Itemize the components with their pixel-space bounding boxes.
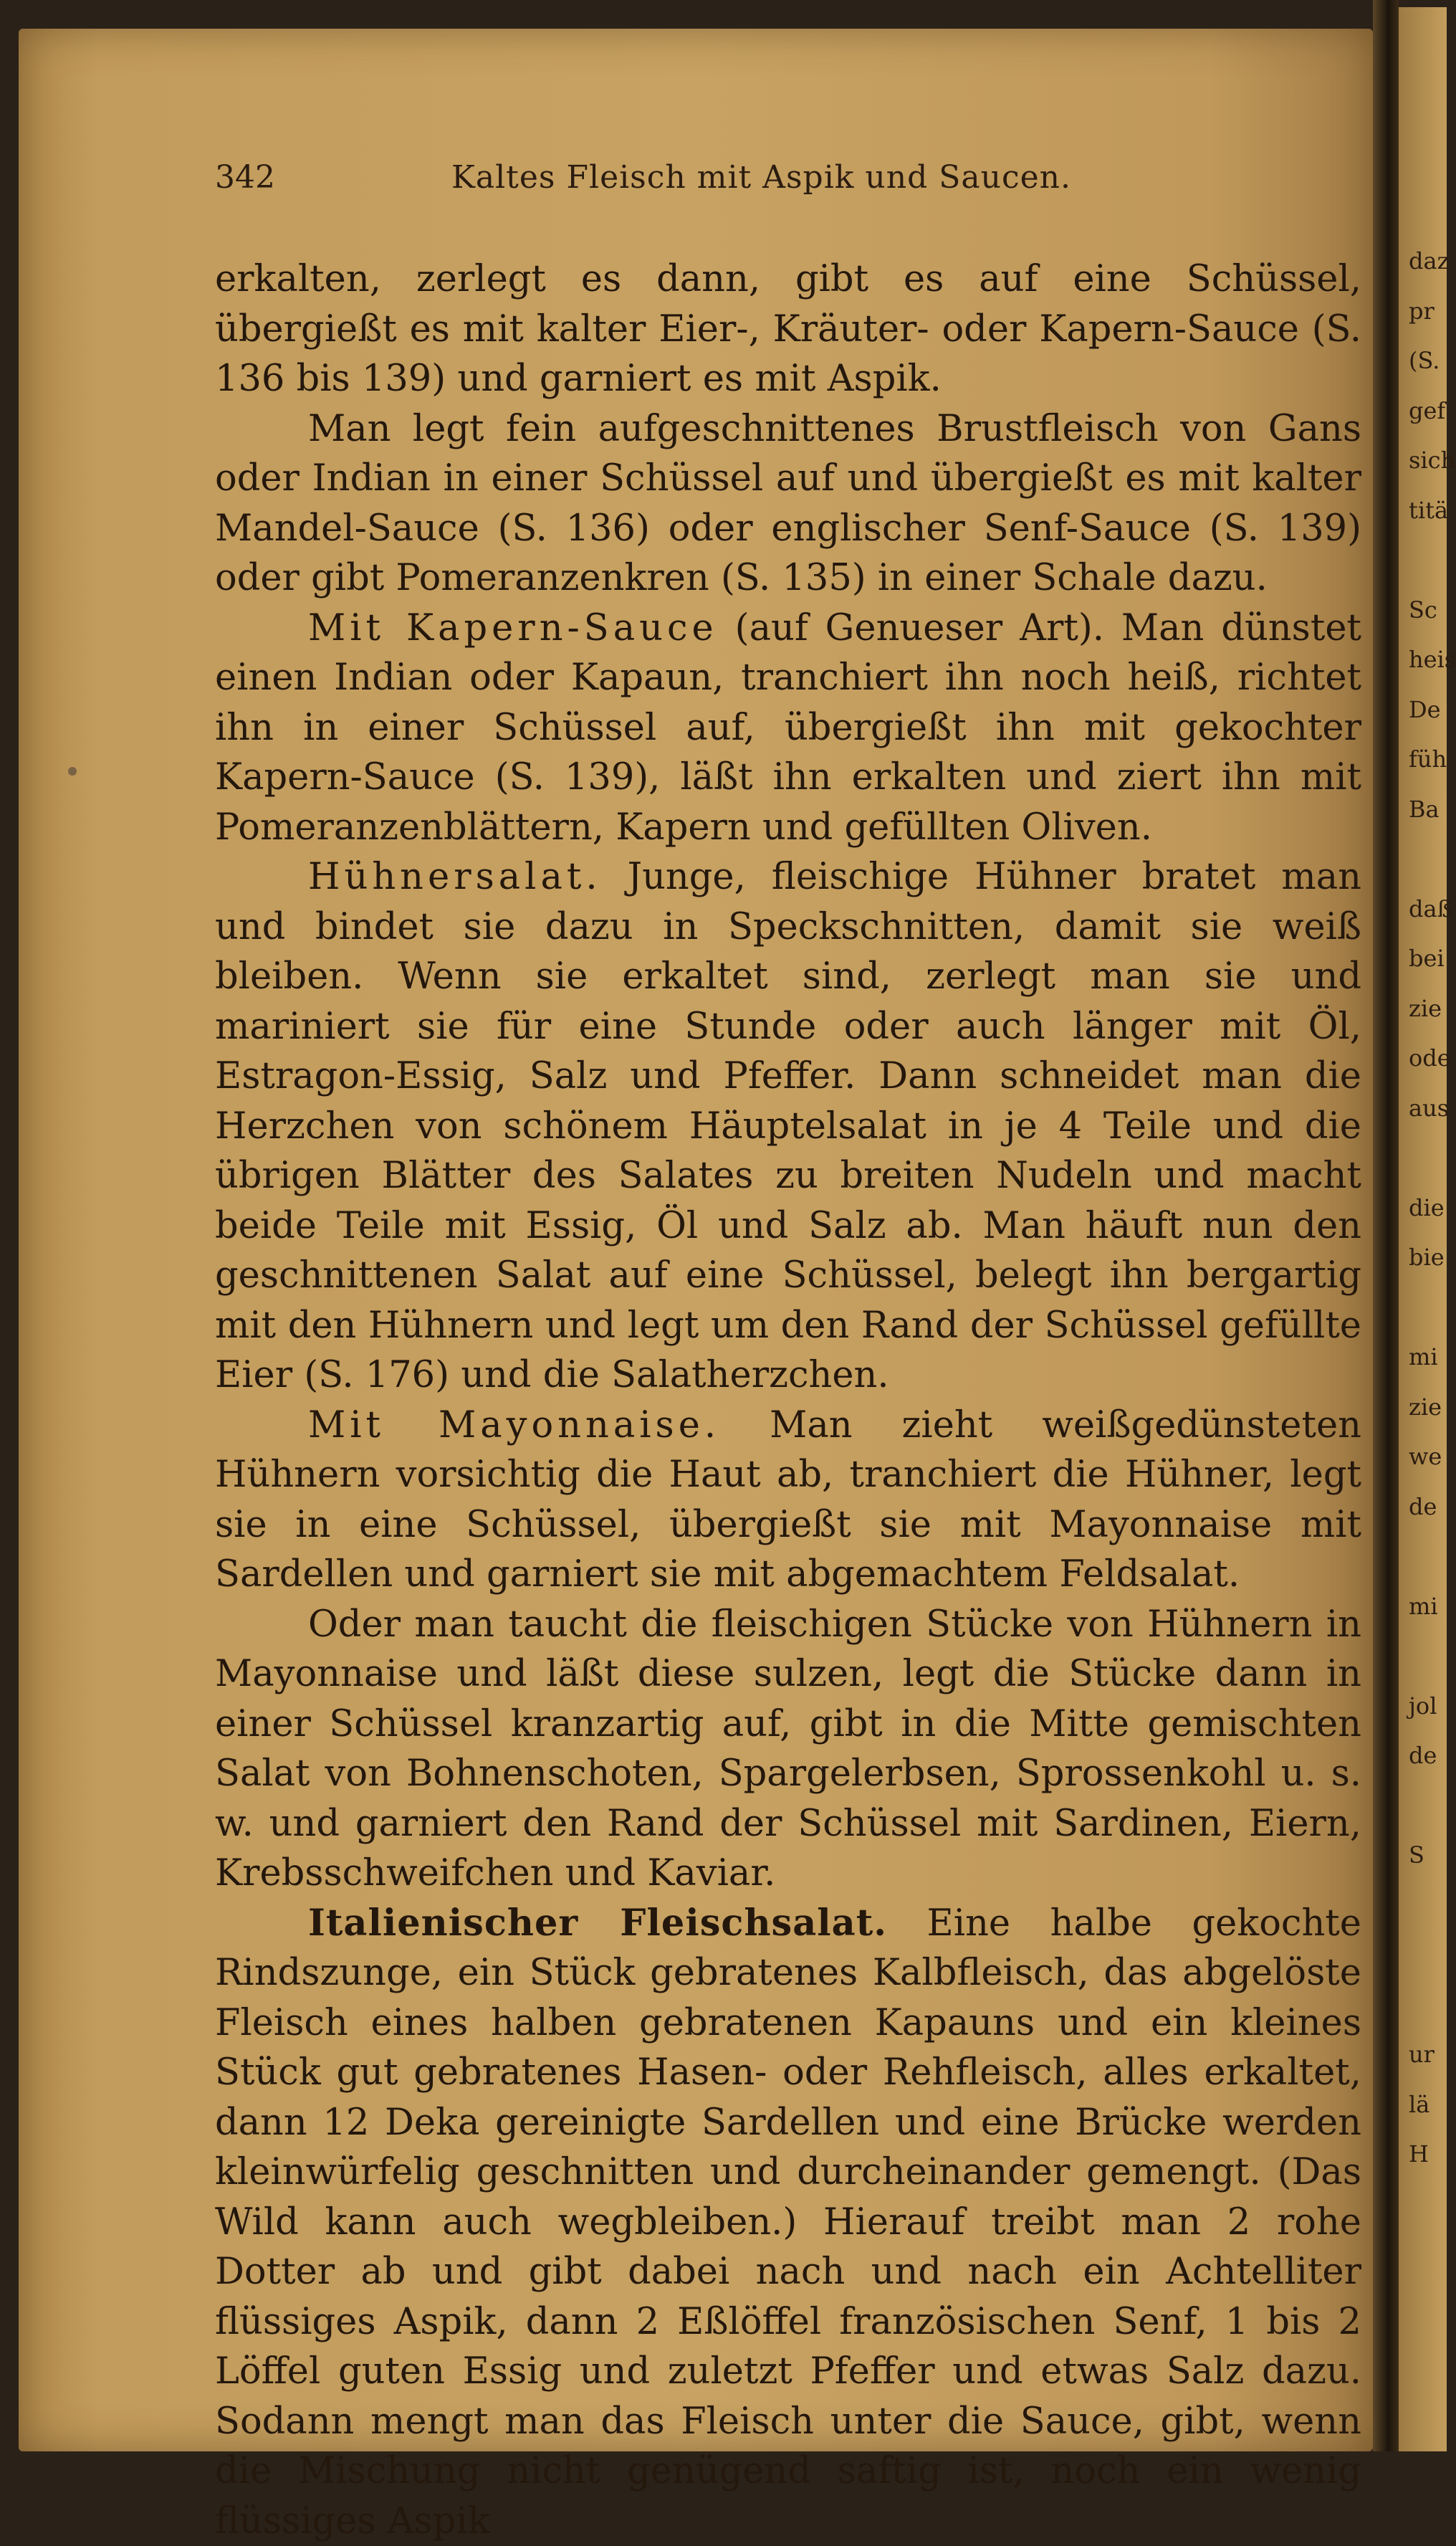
- binding-hole: [68, 767, 77, 776]
- margin-fragment: jol: [1409, 1682, 1445, 1732]
- recipe-title: Italienischer Fleischsalat.: [308, 1902, 887, 1945]
- running-head: Kaltes Fleisch mit Aspik und Saucen.: [451, 159, 1071, 196]
- margin-fragment: Ba: [1409, 785, 1445, 835]
- margin-fragment: daz: [1409, 237, 1445, 287]
- margin-fragment: we: [1409, 1432, 1445, 1482]
- margin-fragment: [1409, 1283, 1445, 1333]
- margin-fragment: mi: [1409, 1582, 1445, 1632]
- paragraph-text: (auf Genueser Art). Man dünstet einen Indian oder Kapaun, tranchiert ihn noch heiß, richtet ihn in einer Schüssel auf, übergießt ihn mit gekochter Kapern-Sauce (S. 139), läßt ihn erkalten und ziert ihn mit Pomeranzenblättern, Kapern und gefüllten Oliven.: [215, 607, 1361, 849]
- recipe-paragraph: [215, 1401, 1361, 1600]
- paragraph-text: Man zieht weißgedünsteten Hühnern vorsichtig die Haut ab, tranchiert die Hühner, legt sie in eine Schüssel, übergießt sie mit Mayonnaise mit Sardellen und garniert sie mit abgemachtem Feldsalat.: [215, 1404, 1361, 1596]
- margin-fragment: bie: [1409, 1233, 1445, 1283]
- margin-fragment: [1409, 1631, 1445, 1682]
- margin-fragment: [1409, 1532, 1445, 1582]
- book-gutter: [1373, 0, 1399, 2451]
- margin-fragment: lä: [1409, 2080, 1445, 2130]
- margin-fragment: titä: [1409, 486, 1445, 536]
- paragraph-text: Man legt fein aufgeschnittenes Brustfleisch von Gans oder Indian in einer Schüssel auf und übergießt es mit kalter Mandel-Sauce (S. 136) oder englischer Senf-Sauce (S. 139) oder gibt Pomeranzenkren (S. 135) in einer Schale dazu.: [215, 408, 1361, 600]
- paragraph: [215, 254, 1361, 404]
- margin-fragment: [1409, 535, 1445, 586]
- margin-fragment: ode: [1409, 1034, 1445, 1084]
- margin-fragment: [1409, 1881, 1445, 1931]
- paragraph-text: Junge, fleischige Hühner bratet man und bindet sie dazu in Speckschnitten, damit sie weiß bleiben. Wenn sie erkaltet sind, zerlegt man sie und mariniert sie für eine Stunde oder auch länger mit Öl, Estragon-Essig, Salz und Pfeffer. Dann schneidet man die Herzchen von schönem Häuptelsalat in je 4 Teile und die übrigen Blätter des Salates zu breiten Nudeln und macht beide Teile mit Essig, Öl und Salz ab. Man häuft nun den geschnittenen Salat auf eine Schüssel, belegt ihn bergartig mit den Hühnern und legt um den Rand der Schüssel gefüllte Eier (S. 176) und die Salatherzchen.: [215, 856, 1361, 1396]
- margin-fragment: die: [1409, 1183, 1445, 1234]
- margin-fragment: zie: [1409, 984, 1445, 1034]
- margin-fragment: aus: [1409, 1084, 1445, 1134]
- paragraph: [215, 1600, 1361, 1899]
- margin-fragment: heis: [1409, 635, 1445, 685]
- page-header: [215, 159, 1132, 202]
- recipe-paragraph: [215, 604, 1361, 853]
- recipe-heading: Mit Mayonnaise.: [308, 1404, 720, 1446]
- margin-fragment: [1409, 1930, 1445, 1980]
- margin-fragment: füh: [1409, 735, 1445, 785]
- margin-fragment: bei: [1409, 934, 1445, 984]
- margin-fragment: pr: [1409, 287, 1445, 337]
- margin-fragment: [1409, 1133, 1445, 1183]
- paragraph: [215, 404, 1361, 604]
- margin-fragment: de: [1409, 1731, 1445, 1781]
- page-number: 342: [215, 159, 275, 196]
- margin-fragment: zie: [1409, 1383, 1445, 1433]
- margin-fragment: mi: [1409, 1332, 1445, 1383]
- margin-fragment: daß: [1409, 885, 1445, 935]
- margin-fragment: H: [1409, 2130, 1445, 2180]
- margin-fragment: [1409, 1980, 1445, 2031]
- margin-fragment: [1409, 1781, 1445, 1831]
- margin-fragment: De: [1409, 685, 1445, 735]
- margin-fragment: Sc: [1409, 586, 1445, 636]
- paragraph-text: Eine halbe gekochte Rindszunge, ein Stück gebratenes Kalbfleisch, das abgelöste Fleisch eines halben gebratenen Kapauns und ein kleines Stück gut gebratenes Hasen- oder Rehfleisch, alles erkaltet, dann 12 Deka gereinigte Sardellen und eine Brücke werden kleinwürfelig geschnitten und durcheinander gemengt. (Das Wild kann auch wegbleiben.) Hierauf treibt man 2 rohe Dotter ab und gibt dabei nach und nach ein Achtelliter flüssiges Aspik, dann 2 Eßlöffel französischen Senf, 1 bis 2 Löffel guten Essig und zuletzt Pfeffer und etwas Salz dazu. Sodann mengt man das Fleisch unter die Sauce, gibt, wenn die Mischung nicht genügend saftig ist, noch ein wenig flüssiges Aspik: [215, 1902, 1361, 2542]
- margin-fragment: [1409, 834, 1445, 885]
- margin-fragment: (S.: [1409, 336, 1445, 386]
- recipe-heading: Hühnersalat.: [308, 856, 602, 898]
- paragraph-text: erkalten, zerlegt es dann, gibt es auf eine Schüssel, übergießt es mit kalter Eier-, Kräuter- oder Kapern-Sauce (S. 136 bis 139) und garniert es mit Aspik.: [215, 258, 1361, 400]
- margin-fragment: sich: [1409, 436, 1445, 486]
- recipe-heading: Mit Kapern-Sauce: [308, 607, 718, 649]
- recipe-paragraph: [215, 852, 1361, 1401]
- margin-fragment: de: [1409, 1482, 1445, 1532]
- margin-fragment: S: [1409, 1831, 1445, 1881]
- paragraph-text: Oder man taucht die fleischigen Stücke von Hühnern in Mayonnaise und läßt diese sulzen, legt die Stücke dann in einer Schüssel kranzartig auf, gibt in die Mitte gemischten Salat von Bohnenschoten, Spargelerbsen, Sprossenkohl u. s. w. und garniert den Rand der Schüssel mit Sardinen, Eiern, Krebsschweifchen und Kaviar.: [215, 1603, 1361, 1895]
- recipe-paragraph: [215, 1899, 1361, 2546]
- adjacent-page-fragments: [1409, 237, 1445, 2180]
- body-text: [215, 254, 1361, 2546]
- margin-fragment: gef: [1409, 386, 1445, 437]
- margin-fragment: ur: [1409, 2030, 1445, 2080]
